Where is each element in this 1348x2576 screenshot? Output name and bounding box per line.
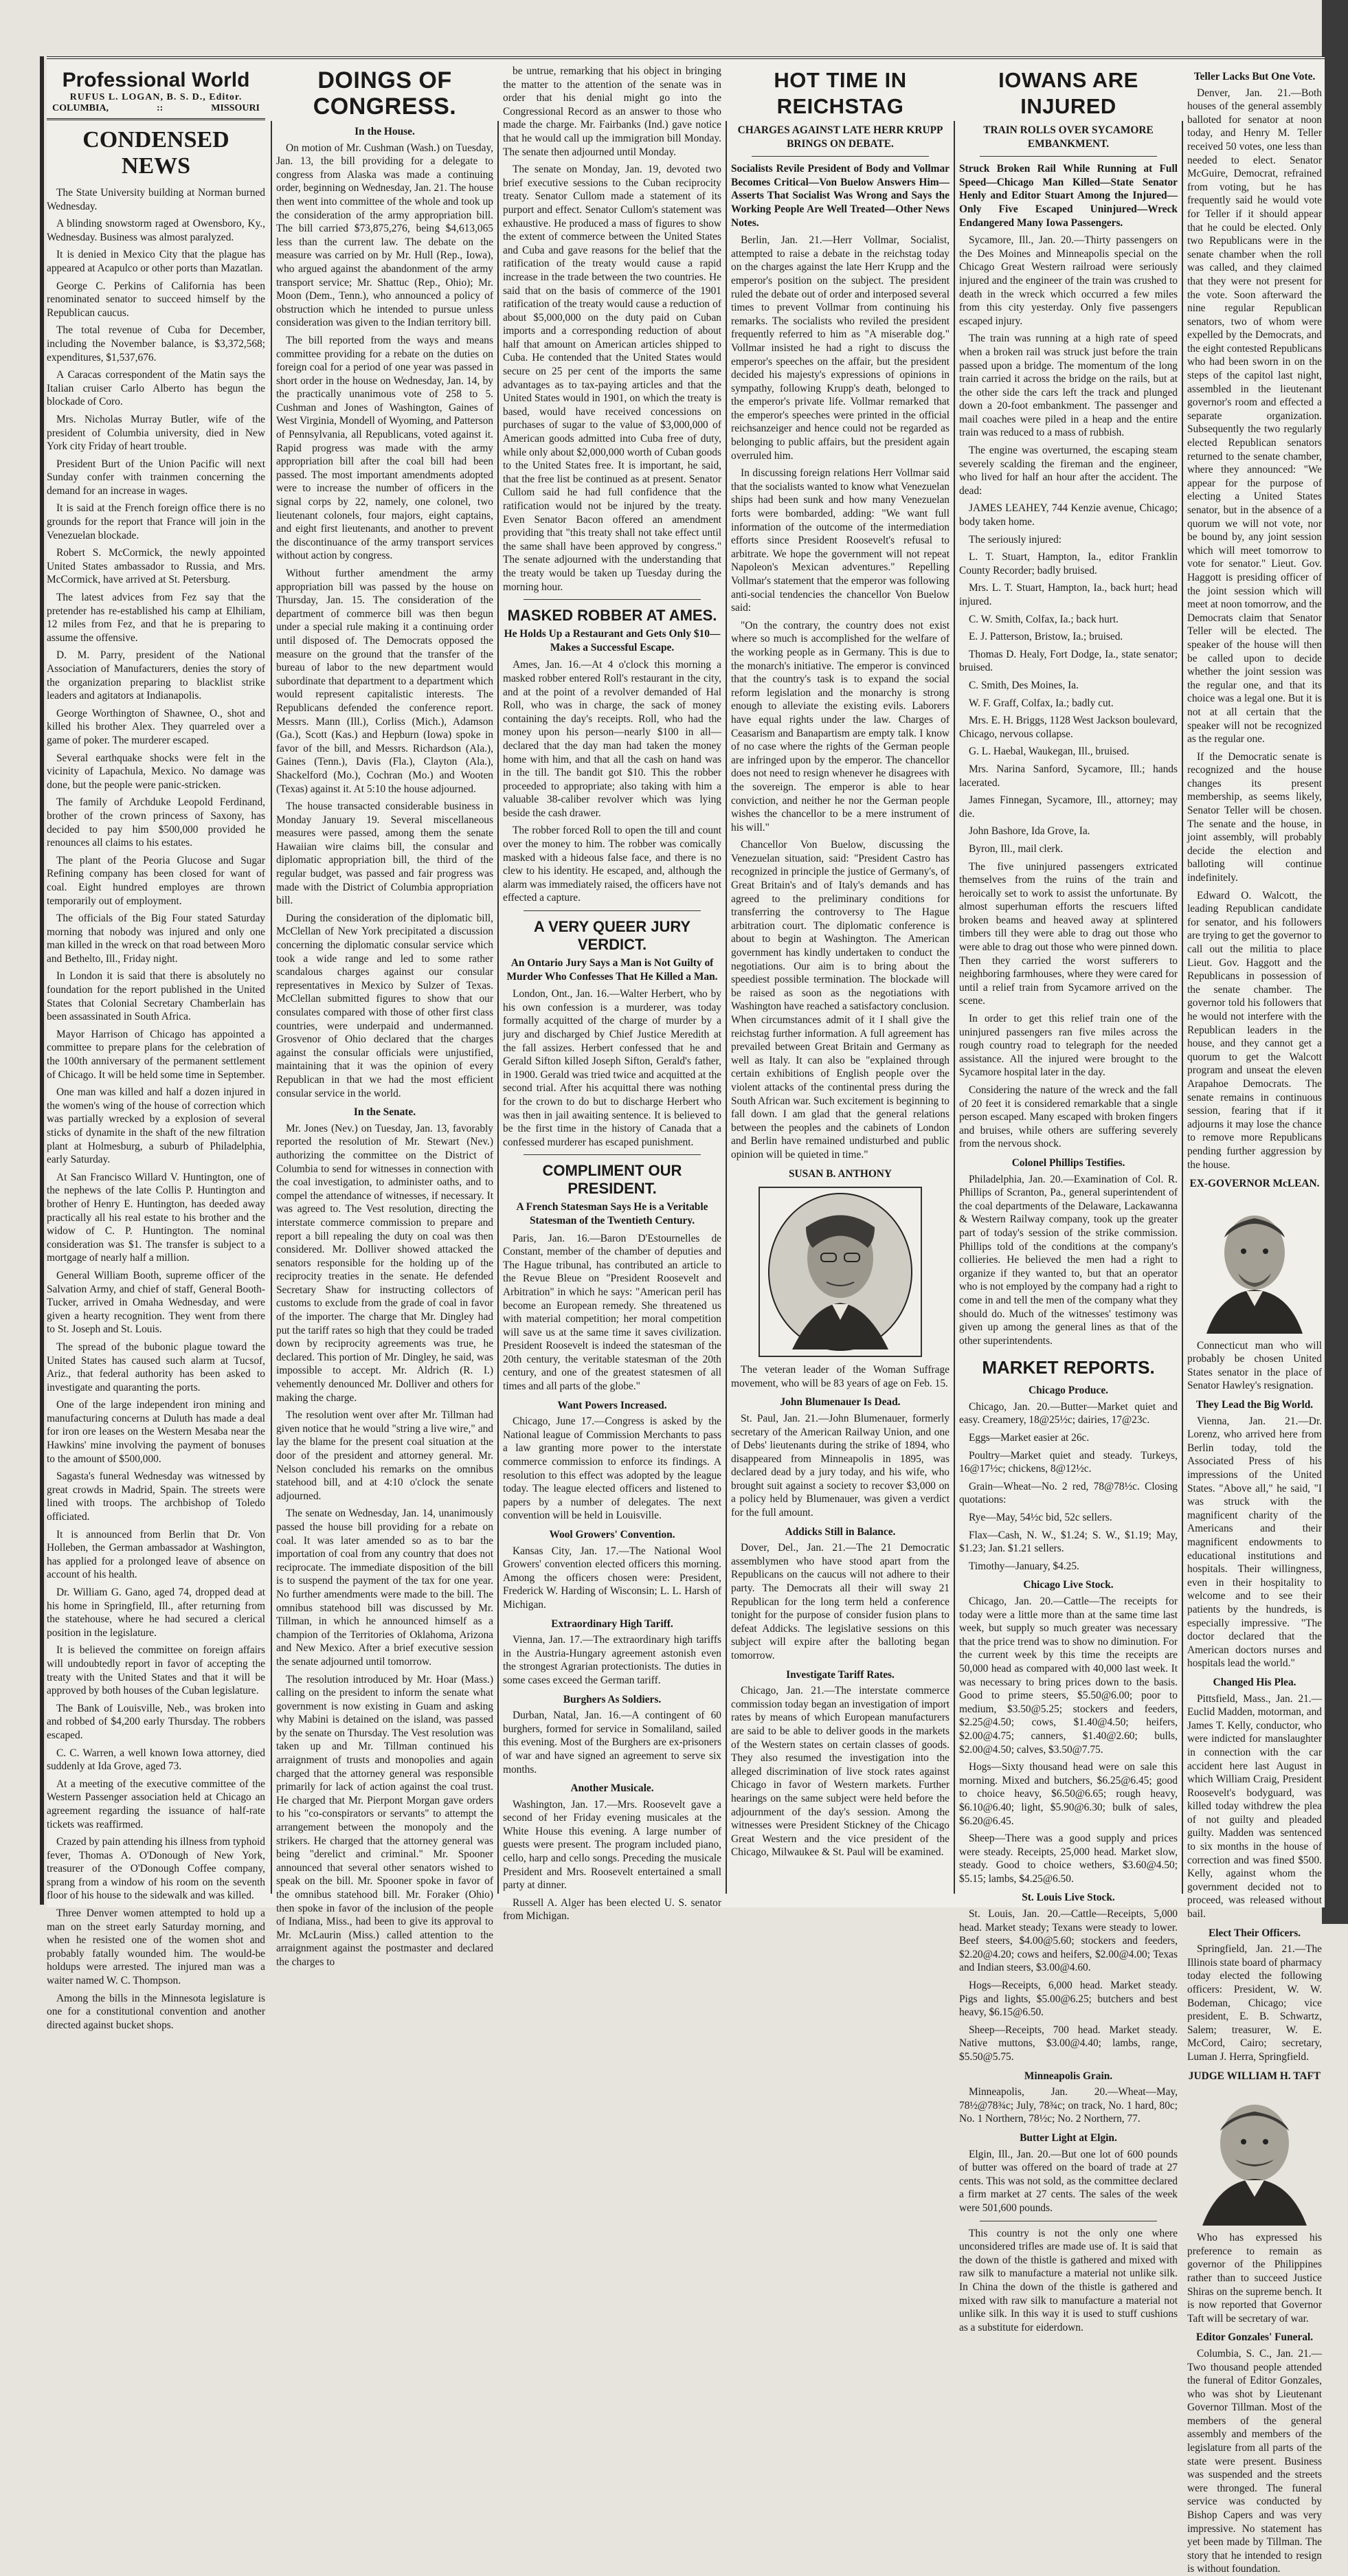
chicago-produce-heading: Chicago Produce. bbox=[1029, 1385, 1108, 1397]
article-paragraph: Mayor Harrison of Chicago has appointed a committee to prepare plans for the celebration of the 100th anniversary of the permanent settlement of Chicago. It will be held some time in September. bbox=[47, 1028, 265, 1081]
article-paragraph: Without further amendment the army appropriation bill was passed by the house on Thursday, Jan. 15. The consideration of the department of commerce bill was then begun under a special rule making it a continuing order until disposed of. The Democrats opposed the measure on the ground that the transfer of the bureau of labor to the new department would subordinate that department to a department which would represent capitalistic interests. The Republicans defended the conference report. Messrs. Mann (Ill.), Corliss (Mich.), Adamson (Ga.), Scott (Kas.) and Hepburn (Iowa) spoke in favor of the bill, and Messrs. Richardson (Ala.), Gaines (Tenn.), Davis (Fla.), Clayton (Ala.), Shackelford (Mo.), Cochran (Mo.) and Wooten (Texas) against it. At 5:10 the house adjourned. bbox=[276, 568, 493, 795]
article-paragraph: Ames, Jan. 16.—At 4 o'clock this morning a masked robber entered Roll's restaurant in the city, and at the point of a revolver demanded of Hal Roll, who was in charge, the sack of money containing the day's receipts. Roll, who had the money upon his person—nearly $100 in all—declared that the day man had taken the money home with him, and that all the cash on hand was in the till. The bandit got $10. This the robber proceeded to appropriate; also taking with him a valuable 38-caliber revolver which was lying beside the cash drawer. bbox=[503, 659, 721, 819]
jury-verdict-subheading: An Ontario Jury Says a Man is Not Guilty of Murder Who Confesses That He Killed a Man. bbox=[506, 957, 718, 983]
big-world-heading: They Lead the Big World. bbox=[1195, 1399, 1314, 1411]
article-paragraph: It is announced from Berlin that Dr. Von Holleben, the German ambassador at Washington, has applied for a prolonged leave of absence on account of his health. bbox=[47, 1528, 265, 1581]
page-border-left bbox=[40, 56, 44, 1905]
senate-subheading: In the Senate. bbox=[353, 1106, 416, 1119]
article-paragraph: The total revenue of Cuba for December, including the November balance, is $3,372,568; expenditures, $1,537,676. bbox=[47, 324, 265, 363]
elect-officers-heading: Elect Their Officers. bbox=[1208, 1927, 1301, 1939]
article-paragraph: In London it is said that there is absolutely no foundation for the report published in the United States that Colonial Secretary Chamberlain has been assassinated in South Africa. bbox=[47, 970, 265, 1023]
article-paragraph: The resolution introduced by Mr. Hoar (Mass.) calling on the president to inform the senate what government is now existing in Guam and asking why Mabini is detained on the island, was passed by the senate on Thursday. The Vest resolution was taken up and Mr. Tillman continued his arraignment of trusts and monopolies and again charged that the attorney general was responsible primarily for lack of action against the coal trust. He charged that Mr. Pierpont Morgan gave orders to his "co-conspirators or servants" to attempt the arrangement between the monopoly and the strikers. He charged that the attorney general was being "derelict and criminal." Mr. Spooner announced that several other senators wished to speak on the bill. Mr. Spooner spoke in favor of the omnibus statehood bill. Mr. Foraker (Ohio) then spoke in favor of the inclusion of the people of Indiana, Miss., had been to give its approval to Mr. McLaurin (Miss.) called attention to the arraignment against the postmaster and declared the charges to bbox=[276, 1673, 493, 1968]
article-paragraph: C. Smith, Des Moines, Ia. bbox=[969, 679, 1079, 691]
house-body bbox=[276, 142, 493, 1101]
article-paragraph: Vienna, Jan. 21.—Dr. Lorenz, who arrived here from Berlin today, told the Associated Press of his impressions of the United States. "Above all," he said, "I was struck with the magnificent charity of the Americans and their magnificent endowments to educational institutions and hospitals. Their willingness, even in their hospitality to welcome and to see their patients by the hundreds, is especially impressive. "The doctor declared that the American doctors nurses and hospitals lead the world." bbox=[1187, 1415, 1322, 1670]
article-paragraph: Philadelphia, Jan. 20.—Examination of Col. R. Phillips of Scranton, Pa., general superintendent of the coal departments of the Delaware, Lackawanna & Western Railway company, took up the greater part of today's session of the strike commission. Phillips told of the conditions at the company's collieries. He believed the men had a right to organize if they wanted to, but that an operator who is not employed by the company had a right to come in and tell the men of the company what they should do. Much of the witnesses' testimony was given up among the general lines as that of the other superintendents. bbox=[959, 1173, 1178, 1347]
article-paragraph: W. F. Graff, Colfax, Ia.; badly cut. bbox=[969, 697, 1114, 709]
article-paragraph: Thomas D. Healy, Fort Dodge, Ia., state senator; bruised. bbox=[959, 648, 1178, 674]
compliment-subheading: A French Statesman Says He is a Veritable Statesman of the Twentieth Century. bbox=[516, 1201, 708, 1227]
burghers-heading: Burghers As Soldiers. bbox=[563, 1693, 662, 1705]
mclean-caption: EX-GOVERNOR McLEAN. bbox=[1189, 1178, 1320, 1190]
article-paragraph: It is denied in Mexico City that the plague has appeared at Acapulco or other ports than Mazatlan. bbox=[47, 249, 265, 274]
article-paragraph: It is said at the French foreign office there is no grounds for the report that France will join in the Venezuelan blockade. bbox=[47, 502, 265, 541]
house-subheading: In the House. bbox=[355, 126, 415, 137]
article-paragraph: Mrs. E. H. Briggs, 1128 West Jackson boulevard, Chicago, nervous collapse. bbox=[959, 715, 1178, 740]
article-paragraph: Dover, Del., Jan. 21.—The 21 Democratic assemblymen who have stood apart from the Republicans on the caucus will not adhere to their party. The Democrats all their will sway 21 Republican for the long term held a conference tonight for the purpose of consider fusion plans to defeat Addicks. The legislative sessions on this subject will expire after the balloting began tomorrow. bbox=[731, 1542, 950, 1661]
jury-verdict-body bbox=[503, 987, 721, 1149]
article-paragraph: Sycamore, Ill., Jan. 20.—Thirty passengers on the Des Moines and Minneapolis special on the Chicago Great Western railroad were seriously injured and the engineer of the train was crushed to death in the wreck which occurred a few miles from this city yesterday. Only five passengers escaped injury. bbox=[959, 234, 1178, 327]
article-paragraph: Chancellor Von Buelow, discussing the Venezuelan situation, said: "President Castro has recognized in principle the justice of Germany's, of Great Britain's and of Italy's demands and has agreed to the preliminary conditions for transferring the controversy to The Hague arbitration court. The diplomatic conference is about to begin at Washington. The American government has kindly undertaken to conduct the negotiations. Our aim is to bring about the speediest possible termination. The blockade will be raised as soon as the negotiations with Washington have reached a satisfactory conclusion. When circumstances admit of it I shall give the reichstag further information. A full agreement has prevailed between Great Britain and Germany as well as Italy. It can also be "explained through certain exhibitions of English people over the violent attacks of the continental press during the South African war. Such excitement is beginning to fall down. I am glad that the general relations between the peoples and the cabinets of London and Berlin have remained undisturbed and public opinion will be quieted in time." bbox=[731, 839, 950, 1161]
article-paragraph: Among the bills in the Minnesota legislature is one for a constitutional convention and another directed against bucket shops. bbox=[47, 1992, 265, 2031]
reichstag-heading: HOT TIME IN REICHSTAG bbox=[774, 68, 907, 118]
taft-caption: JUDGE WILLIAM H. TAFT bbox=[1188, 2070, 1321, 2082]
susan-b-anthony-portrait bbox=[758, 1186, 923, 1358]
stlouis-livestock-body bbox=[959, 1907, 1178, 2064]
article-paragraph: Mrs. Nicholas Murray Butler, wife of the president of Columbia university, died in New York city Friday of heart trouble. bbox=[47, 413, 265, 453]
elect-officers-body bbox=[1187, 1942, 1322, 2063]
scan-edge bbox=[1322, 0, 1348, 1924]
article-paragraph: In discussing foreign relations Herr Vollmar said that the socialists wanted to know what Venezuelan ships had been sunk and how many Venezuelan forts were bombarded, adding: "We want full information of the outcome of the intermediation efforts since President Roosevelt's refusal to arbitrate. We hope the government will not repeat Napoleon's Mexican adventures." Repelling Vollmar's statement that the emperor was following anti-social tendencies the chancellor Von Buelow said: bbox=[731, 467, 950, 614]
column-rule bbox=[271, 121, 272, 1894]
article-paragraph: Springfield, Jan. 21.—The Illinois state board of pharmacy today elected the following officers: President, W. W. Bodeman, Chicago; vice president, E. B. Schwartz, Salem; treasurer, W. E. McCord, Cairo; secretary, Luman J. Herra, Springfield. bbox=[1187, 1943, 1322, 2063]
senate-continued bbox=[503, 65, 721, 594]
want-powers-body bbox=[503, 1415, 721, 1523]
reichstag-body bbox=[731, 234, 950, 1161]
blumenauer-body bbox=[731, 1412, 950, 1520]
anthony-caption: SUSAN B. ANTHONY bbox=[788, 1167, 892, 1180]
article-paragraph: G. L. Haebal, Waukegan, Ill., bruised. bbox=[969, 746, 1130, 758]
congress-heading: DOINGS OF CONGRESS. bbox=[313, 67, 457, 120]
article-paragraph: D. M. Parry, president of the National Association of Manufacturers, denies the story of the organization preparing to blacklist strike leaders and agitators at Indianapolis. bbox=[47, 649, 265, 702]
article-paragraph: Edward O. Walcott, the leading Republican candidate for senator, and his followers are trying to get the governor to call out the militia to place Lieut. Gov. Haggott and the Republicans in possession of the senate chamber. The governor told his followers that he would not interfere with the Republican leaders in the house, and they cannot get a quorum to get the Walcott program and unseat the eleven Arapahoe Democrats. The senate remains in continuous session, fearing that if it adjourns it may lose the chance to remove more Republicans pending further aggression by the house. bbox=[1187, 889, 1322, 1171]
article-paragraph: Sheep—There was a good supply and prices were steady. Receipts, 25,000 head. Market slow, steady. Good to choice wethers, $3.60@4.50; $5.15; lambs, $4.25@6.50. bbox=[959, 1833, 1178, 1885]
column-rule bbox=[726, 121, 727, 1894]
masked-robber-body bbox=[503, 658, 721, 905]
phillips-heading: Colonel Phillips Testifies. bbox=[1011, 1156, 1125, 1169]
minneapolis-grain-body bbox=[959, 2085, 1178, 2126]
article-paragraph: Hogs—Sixty thousand head were on sale this morning. Mixed and butchers, $6.25@6.45; good to choice heavy, $6.50@6.65; rough heavy, $6.10@6.40; light, $5.90@6.30; bulk of sales, $6.20@6.45. bbox=[959, 1761, 1178, 1827]
newspaper-page bbox=[47, 56, 1325, 2575]
divider bbox=[524, 1154, 701, 1155]
article-paragraph: The engine was overturned, the escaping steam severely scalding the fireman and the engineer, who lived for half an hour after the accident. The dead: bbox=[959, 445, 1178, 497]
addicks-body bbox=[731, 1541, 950, 1662]
article-paragraph: Minneapolis, Jan. 20.—Wheat—May, 78½@78¾c; July, 78¾c; on track, No. 1 hard, 80c; No. 1 Northern, 78½c; No. 2 Northern, 77. bbox=[959, 2086, 1178, 2125]
compliment-heading: COMPLIMENT OUR PRESIDENT. bbox=[542, 1162, 682, 1198]
masthead-city: COLUMBIA, bbox=[52, 103, 109, 113]
article-paragraph: Chicago, Jan. 20.—Butter—Market quiet and easy. Creamery, 18@25½c; dairies, 17@23c. bbox=[959, 1400, 1178, 1426]
article-paragraph: Chicago, Jan. 21.—The interstate commerce commission today began an investigation of import rates by means of which European manufacturers are said to be able to deliver goods in the markets of the Western states on certain classes of goods. They also resumed the investigation into the alleged discrimination of live stock rates against Chicago in favor of Western markets. Further hearings on the same subject were held before the adjournment of the day's session. Among the witnesses were President Stickney of the Chicago Great Western and the vice president of the Chicago, Milwaukee & St. Paul will be examined. bbox=[731, 1685, 950, 1859]
masthead-separator: :: bbox=[156, 103, 164, 113]
addicks-heading: Addicks Still in Balance. bbox=[785, 1525, 896, 1538]
reichstag-subheading: CHARGES AGAINST LATE HERR KRUPP BRINGS ON DEBATE. bbox=[737, 124, 943, 150]
column-6 bbox=[1187, 65, 1322, 2575]
minneapolis-grain-heading: Minneapolis Grain. bbox=[1024, 2070, 1113, 2082]
article-paragraph: C. C. Warren, a well known Iowa attorney, died suddenly at Ida Grove, aged 73. bbox=[47, 1747, 265, 1773]
article-paragraph: The resolution went over after Mr. Tillman had given notice that he would "string a live wire," and lay the blame for the present coal situation at the door of the president and attorney general. Mr. Nelson concluded his remarks on the omnibus statehood bill, and at 4:10 o'clock the senate adjourned. bbox=[276, 1409, 493, 1502]
article-paragraph: The seriously injured: bbox=[969, 533, 1062, 546]
article-paragraph: Byron, Ill., mail clerk. bbox=[969, 842, 1064, 855]
article-paragraph: JAMES LEAHEY, 744 Kenzie avenue, Chicago; body taken home. bbox=[959, 502, 1178, 528]
article-paragraph: The train was running at a high rate of speed when a broken rail was struck just before the train passed upon a bridge. The momentum of the long train carried it across the bridge on the rails, but at the other side the cars left the track and plunged down a 20-foot embankment. The passenger and mail coaches were piled in a heap and the entire train was reduced to a mass of rubbish. bbox=[959, 333, 1178, 439]
high-tariff-body bbox=[503, 1633, 721, 1687]
elgin-butter-heading: Butter Light at Elgin. bbox=[1020, 2131, 1117, 2144]
high-tariff-heading: Extraordinary High Tariff. bbox=[551, 1617, 673, 1630]
article-paragraph: E. J. Patterson, Bristow, Ia.; bruised. bbox=[969, 631, 1123, 643]
column-2 bbox=[276, 65, 493, 1968]
big-world-body bbox=[1187, 1415, 1322, 1670]
elgin-butter-body bbox=[959, 2148, 1178, 2215]
thistle-note bbox=[959, 2227, 1178, 2335]
article-paragraph: Vienna, Jan. 17.—The extraordinary high tariffs in the Austria-Hungary agreement astonish even the strongest Agrarian protectionists. The duties in some cases exceed the German tariff. bbox=[503, 1634, 721, 1686]
column-rule bbox=[1182, 121, 1183, 1894]
article-paragraph: Several earthquake shocks were felt in the vicinity of Lapachula, Mexico. No damage was done, but the people were panic-stricken. bbox=[47, 752, 265, 791]
article-paragraph: Eggs—Market easier at 26c. bbox=[969, 1432, 1090, 1444]
article-paragraph: Poultry—Market quiet and steady. Turkeys, 16@17½c; chickens, 8@12½c. bbox=[959, 1449, 1178, 1475]
article-paragraph: The plant of the Peoria Glucose and Sugar Refining company has been closed for want of coal. Eight hundred employes are thrown temporarily out of employment. bbox=[47, 854, 265, 907]
article-paragraph: Sagasta's funeral Wednesday was witnessed by great crowds in Madrid, Spain. The streets were lined with troops. The archbishop of Toledo officiated. bbox=[47, 1470, 265, 1523]
chicago-produce-body bbox=[959, 1400, 1178, 1573]
musicale-body bbox=[503, 1798, 721, 1892]
compliment-body bbox=[503, 1232, 721, 1393]
article-paragraph: Rye—May, 54½c bid, 52c sellers. bbox=[969, 1512, 1112, 1524]
iowans-body bbox=[959, 234, 1178, 1151]
tariff-rates-heading: Investigate Tariff Rates. bbox=[786, 1668, 895, 1681]
article-paragraph: On motion of Mr. Cushman (Wash.) on Tuesday, Jan. 13, the bill providing for a delegate to congress from Alaska was made a continuing order, beginning on Wednesday, Jan. 21. The house then went into committee of the whole and took up the consideration of the army appropriation bill. The bill carried $73,875,276, being $4,613,065 less than the current law. The debate on the measure was carried on by Mr. Hull (Rep., Iowa), who argued against the abandonment of the army transport service; Mr. Shattuc (Rep., Ohio); Mr. Moon (Dem., Tenn.), who announced a policy of obstruction which he intended to pursue unless consideration was given to the Indian territory bill. bbox=[276, 142, 493, 329]
article-paragraph: The spread of the bubonic plague toward the United States has caused such alarm at Tucsof, Ariz., that federal authority has been asked to investigate and quaranting the ports. bbox=[47, 1341, 265, 1393]
iowans-deck: Struck Broken Rail While Running at Full Speed—Chicago Man Killed—State Senator Henly and Editor Stuart Among the Injured—Only Five Escaped Uninjured—Wreck Endangered Many Iowa Passengers. bbox=[959, 163, 1178, 229]
article-paragraph: At a meeting of the executive committee of the Western Passenger association held at Chicago an agreement regarding the issuance of half-rate tickets was reaffirmed. bbox=[47, 1778, 265, 1830]
article-paragraph: A blinding snowstorm raged at Owensboro, Ky., Wednesday. Business was almost paralyzed. bbox=[47, 218, 265, 243]
senate-body bbox=[276, 1122, 493, 1969]
phillips-body bbox=[959, 1173, 1178, 1348]
column-4 bbox=[731, 65, 950, 1894]
article-paragraph: Considering the nature of the wreck and the fall of 20 feet it is considered remarkable that a single person escaped. Many escaped with broken fingers and bruises, while others are suffering severely from the nervous shock. bbox=[959, 1084, 1178, 1150]
article-paragraph: Timothy—January, $4.25. bbox=[969, 1560, 1079, 1572]
article-paragraph: Hogs—Receipts, 6,000 head. Market steady. Pigs and lights, $5.00@6.25; butchers and best heavy, $6.15@6.50. bbox=[959, 1980, 1178, 2019]
article-paragraph: The latest advices from Fez say that the pretender has re-established his camp at Elhiliam, 12 miles from Fez, and that he is preparing to assume the offensive. bbox=[47, 592, 265, 644]
masthead-title: Professional World bbox=[62, 69, 250, 91]
article-paragraph: If the Democratic senate is recognized and the house changes its present membership, as seems likely, Senator Teller will be chosen. The senate and the house, in joint assembly, will probably decide the election and balloting will continue indefinitely. bbox=[1187, 750, 1322, 884]
article-paragraph: Chicago, June 17.—Congress is asked by the National league of Commission Merchants to pass a law granting more power to the interstate commerce commission to enforce its findings. A resolution to this effect was adopted by the league today. The league elected officers and listened to papers by a number of delegates. The next convention will be held in Louisville. bbox=[503, 1415, 721, 1522]
stlouis-livestock-heading: St. Louis Live Stock. bbox=[1022, 1892, 1115, 1904]
ex-governor-mclean-portrait bbox=[1193, 1196, 1316, 1334]
article-paragraph: A Caracas correspondent of the Matin says the Italian cruiser Carlo Alberto has begun the blockade of Coro. bbox=[47, 369, 265, 408]
article-paragraph: The senate on Monday, Jan. 19, devoted two brief executive sessions to the Cuban reciprocity treaty. Senator Cullom made a statement of its purport and effect. Senator Cullom's statement was exhaustive. He produced a mass of figures to show the extent of commerce between the United States and Cuba and gave reasons for the belief that the ratification of the treaty would cause a rapid increase in the trade between the two countries. He said that on the basis of commerce of the 1901 ratification of the treaty would cause a reduction of about $5,000,000 on the duty paid on Cuban imports and a corresponding reduction of about half that amount on American articles shipped to Cuba. He contended that the United States would secure on 25 per cent of the imports the same advantages as to tax-paying articles and that the United States would in 1901, on which the treaty is based, would have received concessions on purchases of sugar to the value of $3,000,000 of American goods admitted into Cuba free of duty, while only about $2,000,000 worth of Cuban goods to the United States free. It is important, he said, that the free list be continued as at present. Senator Cullom said he had full confidence that the ratification would not be injured by the treaty. Even Senator Bacon offered an amendment providing that "this treaty shall not take effect until the same shall have been approved by congress." The senate adjourned with the understanding that the treaty would be taken up Tuesday during the morning hour. bbox=[503, 164, 721, 593]
article-paragraph: Mrs. Narina Sanford, Sycamore, Ill.; hands lacerated. bbox=[959, 763, 1178, 789]
jury-verdict-heading: A VERY QUEER JURY VERDICT. bbox=[533, 918, 691, 954]
article-paragraph: Three Denver women attempted to hold up a man on the street early Saturday morning, and when he resisted one of the women shot and probably fatally wounded him. The would-be holdups were arrested. The injured man was a waiter named W. C. Thompson. bbox=[47, 1907, 265, 1987]
article-paragraph: London, Ont., Jan. 16.—Walter Herbert, who by his own confession is a murderer, was today formally acquitted of the charge of murder by a jury and discharged by Chief Justice Meredith at the fall assizes. Herbert confessed that he and Gerald Sifton killed Joseph Sifton, Gerald's father, in 1900. Gerald was tried twice and acquitted at the second trial. After his acquittal there was nothing for the crown to do but to discharge Herbert who was then in jail awaiting sentence. It is believed to be the first time in the history of Canada that a confessed murderer has escaped punishment. bbox=[503, 988, 721, 1148]
article-paragraph: The Bank of Louisville, Neb., was broken into and robbed of $4,200 early Thursday. The robbers escaped. bbox=[47, 1702, 265, 1741]
article-paragraph: During the consideration of the diplomatic bill, McClellan of New York precipitated a discussion concerning the diplomatic consular service which took a wide range and led to some rather scandalous charges against our consular representatives in Mexico by Sulzer of Texas. McClellan submitted figures to show that our consulates compared with those of other first class countries, were underpaid and undermanned. Grosvenor of Ohio declared that the charges against the consular officials were unjustified, maintaining that it was the opinion of every Republican in that we had the most efficient consular service in the world. bbox=[276, 912, 493, 1099]
article-paragraph: John Bashore, Ida Grove, Ia. bbox=[969, 825, 1090, 838]
teller-body bbox=[1187, 87, 1322, 1172]
article-paragraph: C. W. Smith, Colfax, Ia.; back hurt. bbox=[969, 613, 1119, 625]
article-paragraph: The five uninjured passengers extricated themselves from the ruins of the train and heroically set to work to assist the unfortunate. By almost superhuman efforts the rescuers lifted broken beams and heaved away at splintered timbers till they were able to drag out those who were able to drag out those who were pinned down. Then they carried the worst sufferers to neighboring farmhouses, where they were cared for until a relief train from Sycamore arrived on the scene. bbox=[959, 860, 1178, 1007]
masthead-location bbox=[47, 103, 265, 120]
chicago-livestock-body bbox=[959, 1595, 1178, 1885]
divider bbox=[524, 599, 701, 600]
article-paragraph: At San Francisco Willard V. Huntington, one of the nephews of the late Collis P. Huntington and brother of Henry E. Huntington, has deeded away practically all his real estate to his brother and the widow of C. P. Huntington. The nominal consideration was $1. The transfer is subject to a mortgage of nearly half a million. bbox=[47, 1171, 265, 1264]
changed-plea-heading: Changed His Plea. bbox=[1213, 1676, 1296, 1688]
column-rule bbox=[954, 121, 955, 1894]
article-paragraph: George Worthington of Shawnee, O., shot and killed his brother Alex. They quarreled over a game of poker. The murderer escaped. bbox=[47, 707, 265, 746]
masked-robber-heading: MASKED ROBBER AT AMES. bbox=[507, 607, 717, 625]
article-paragraph: Chicago, Jan. 20.—Cattle—The receipts for today were a little more than at the same time last week, but supply so much greater was necessary that the price trend was to show no diminution. For the current week by this time the receipts are 50,000 head as compared with 40,000 last week. It was necessary to bring prices down to the basis. Good to prime steers, $5.50@6.00; poor to medium, $3.50@5.25; stockers and feeders, $2.25@4.50; cows, $1.40@4.50; heifers, $2.00@4.75; canners, $1.40@2.60; bulls, $2.00@4.50; calves, $3.50@7.75. bbox=[959, 1595, 1178, 1756]
burghers-body bbox=[503, 1709, 721, 1776]
article-paragraph: Mrs. L. T. Stuart, Hampton, Ia., back hurt; head injured. bbox=[959, 582, 1178, 607]
article-paragraph: President Burt of the Union Pacific will next Sunday confer with trainmen concerning the demand for an increase in wages. bbox=[47, 458, 265, 497]
wool-growers-body bbox=[503, 1545, 721, 1612]
article-paragraph: One of the large independent iron mining and manufacturing concerns at Duluth has made a deal for iron ore leases on the Western Mesaba near the Hawkins' mine involving the payment of bonuses to the amount of $500,000. bbox=[47, 1399, 265, 1465]
article-paragraph: The family of Archduke Leopold Ferdinand, brother of the crown princess of Saxony, has decided to pay him $500,000 provided he renounces all claims to his estates. bbox=[47, 796, 265, 849]
teller-heading: Teller Lacks But One Vote. bbox=[1193, 71, 1316, 82]
article-paragraph: This country is not the only one where unconsidered trifles are made use of. It is said that the down of the thistle is gathered and mixed with raw silk to manufacture a material not unlike silk. In China the down of the thistle is gathered and mixed with raw silk to manufacture a material not unlike silk. In this way it is used to stuff cushions as a substitute for eiderdown. bbox=[959, 2227, 1178, 2333]
condensed-news-body bbox=[47, 186, 265, 2032]
article-paragraph: Flax—Cash, N. W., $1.24; S. W., $1.19; May, $1.23; Jan. $1.21 sellers. bbox=[959, 1529, 1178, 1555]
article-paragraph: General William Booth, supreme officer of the Salvation Army, and chief of staff, General Booth-Tucker, arrived in Omaha Wednesday, and were given a hearty recognition. They went from there to St. Joseph and St. Louis. bbox=[47, 1269, 265, 1336]
masthead-state: MISSOURI bbox=[211, 103, 260, 113]
anthony-description: The veteran leader of the Woman Suffrage movement, who will be 83 years of age on Feb. 15. bbox=[731, 1364, 950, 1389]
article-paragraph: Robert S. McCormick, the newly appointed United States ambassador to Russia, and Mrs. McCormick, have arrived at St. Petersburg. bbox=[47, 547, 265, 586]
article-paragraph: The bill reported from the ways and means committee providing for a rebate on the duties on foreign coal for a period of one year was passed in short order in the house on Wednesday, Jan. 14, by the practically unanimous vote of 258 to 5. Cushman and Jones of Washington, Gaines of West Virginia, Mondell of Wyoming, and Patterson of Pennsylvania, all Republicans, voted against it. Rapid progress was made with the army appropriation bill after the coal bill had been passed. The most important amendments adopted were to increase the number of officers in the signal corps by 22, namely, one colonel, two lieutenant colonels, four majors, eight captains, and eight first lieutenants, and another to prevent the discontinuance of the army transport services without action by congress. bbox=[276, 334, 493, 562]
blumenauer-heading: John Blumenauer Is Dead. bbox=[780, 1396, 901, 1409]
article-paragraph: Dr. William G. Gano, aged 74, dropped dead at his home in Springfield, Ill., after returning from the statehouse, where he had secured a clerical position in the legislature. bbox=[47, 1587, 265, 1639]
article-paragraph: In order to get this relief train one of the uninjured passengers ran five miles across the rough country road to telegraph for the needed assistance. All the injured were brought to the Sycamore hospital later in the day. bbox=[959, 1013, 1178, 1079]
alger-note: Russell A. Alger has been elected U. S. senator from Michigan. bbox=[503, 1896, 721, 1923]
taft-description: Who has expressed his preference to remain as governor of the Philippines rather than to succeed Justice Shiras on the supreme bench. It is now reported that Governor Taft will be secretary of war. bbox=[1187, 2232, 1322, 2325]
reichstag-deck: Socialists Revile President of Body and Vollmar Becomes Critical—Von Buelow Answers Him—Asserts That Socialist Was Wrong and Says the Working People Are Well Treated—Other News Notes. bbox=[731, 163, 950, 229]
masked-robber-subheading: He Holds Up a Restaurant and Gets Only $10—Makes a Successful Escape. bbox=[504, 628, 721, 653]
article-paragraph: Columbia, S. C., Jan. 21.—Two thousand people attended the funeral of Editor Gonzales, who was shot by Lieutenant Governor Tillman. Most of the members of the general assembly and members of the legislature from all parts of the state were present. Business was suspended and the streets were thronged. The funeral service was conducted by Bishop Capers and was very impressive. No statement has yet been made by Tillman. The story that he intended to resign is without foundation. bbox=[1187, 2347, 1322, 2575]
article-paragraph: The State University building at Norman burned Wednesday. bbox=[47, 187, 265, 212]
article-paragraph: Washington, Jan. 17.—Mrs. Roosevelt gave a second of her Friday evening musicales at the White House this evening. A large number of guests were present. The program included piano, cello, harp and cello songs. Preceding the musicale President and Mrs. Roosevelt entertained a small party at dinner. bbox=[503, 1798, 721, 1892]
want-powers-heading: Want Powers Increased. bbox=[557, 1399, 667, 1411]
article-paragraph: It is believed the committee on foreign affairs will undoubtedly report in favor of accepting the treaty with the United States and that it will be approved by both houses of the Cuban legislature. bbox=[47, 1644, 265, 1697]
tariff-rates-body bbox=[731, 1684, 950, 1859]
article-paragraph: The senate on Wednesday, Jan. 14, unanimously passed the house bill providing for a rebate on coal. It was later amended so as to bar the importation of coal from any country that does not reciprocate. The immediate disposition of the bill is to suspend the payment of the tax for one year. No further amendments were made to the bill. The omnibus statehood bill was discussed by Mr. Tillman, in which he announced himself as a champion of the Territories of Oklahoma, Arizona and New Mexico. After a brief executive session the senate adjourned until tomorrow. bbox=[276, 1508, 493, 1668]
article-paragraph: Paris, Jan. 16.—Baron D'Estournelles de Constant, member of the chamber of deputies and The Hague tribunal, has contributed an article to the Revue Bleue on "President Roosevelt and Arbitration" in which he says: "American peril has become an European remedy. She threatened us with material competition; her moral competition will save us at the same time it saves civilization. President Roosevelt is indeed the statesman of the 20th century, the veritable statesman of the 20th century, and one of the greatest statesmen of all times and all parts of the globe." bbox=[503, 1232, 721, 1393]
article-paragraph: The house transacted considerable business in Monday January 19. Several miscellaneous measures were passed, among them the senate Hawaiian wire claims bill, the consular and diplomatic appropriation bill, the third of the regular budget, was passed and fair progress was made with the District of Columbia appropriation bill. bbox=[276, 800, 493, 907]
article-paragraph: "On the contrary, the country does not exist where so much is accomplished for the welfare of the working people as in Germany. This is due to the monarch's initiative. The emperor is convinced that the country's task is to expand the social reform legislation and the monarchy is strong enough to alleviate the existing evils. Laborers have equal rights under the law. Charges of Ceasarism and Banapartism are empty talk. I know of no case where the rights of the German people are infringed upon by the emperor. The chancellor does not need to resign whenever he disagrees with the sovereign. The emperor is able to hear conviction, and neither he nor the German people wishes the chancellor to be a mere instrument of his will." bbox=[731, 619, 950, 833]
article-paragraph: The robber forced Roll to open the till and count over the money to him. The robber was comically masked with a hideous false face, and there is no clew to his identity. He escaped, and, although the alarm was immediately raised, the officers have not effected a capture. bbox=[503, 825, 721, 904]
changed-plea-body bbox=[1187, 1692, 1322, 1921]
market-reports-heading: MARKET REPORTS. bbox=[982, 1357, 1155, 1378]
mclean-description: Connecticut man who will probably be chosen United States senator in the place of Senator Hawley's resignation. bbox=[1187, 1339, 1322, 1392]
article-paragraph: Grain—Wheat—No. 2 red, 78@78½c. Closing quotations: bbox=[959, 1480, 1178, 1506]
article-paragraph: Pittsfield, Mass., Jan. 21.—Euclid Madden, motorman, and James T. Kelly, conductor, who were indicted for manslaughter in connection with the car accident here last August in which William Craig, President Roosevelt's bodyguard, was killed today withdrew the plea of not guilty and pleaded guilty. Madden was sentenced to six months in the house of correction and was fined $500. Kelly, against whom the government decided not to proceed, was released without bail. bbox=[1187, 1692, 1322, 1920]
judge-taft-portrait bbox=[1193, 2088, 1316, 2226]
article-paragraph: The officials of the Big Four stated Saturday morning that nobody was injured and only one man killed in the wreck on that road between Moro and Bethelto, Ill., Friday night. bbox=[47, 912, 265, 965]
musicale-heading: Another Musicale. bbox=[570, 1782, 654, 1795]
column-3 bbox=[503, 65, 721, 1923]
chicago-livestock-heading: Chicago Live Stock. bbox=[1023, 1579, 1114, 1591]
divider bbox=[980, 156, 1157, 157]
article-paragraph: Elgin, Ill., Jan. 20.—But one lot of 600 pounds of butter was offered on the board of trade at 27 cents. This was not sold, as the committee declared a firm market at 27 cents. The sales of the week were 501,600 pounds. bbox=[959, 2148, 1178, 2214]
iowans-heading: IOWANS ARE INJURED bbox=[998, 68, 1138, 118]
article-paragraph: St. Paul, Jan. 21.—John Blumenauer, formerly secretary of the American Railway Union, and one of Debs' lieutenants during the strike of 1894, who disappeared from Minneapolis in 1895, was declared dead by a jury today, and his wife, who brought suit against a society to recover $3,000 on a policy held by Blumenauer, was given a verdict for the full amount. bbox=[731, 1412, 950, 1519]
column-rule bbox=[497, 121, 499, 1894]
article-paragraph: Mr. Jones (Nev.) on Tuesday, Jan. 13, favorably reported the resolution of Mr. Stewart (Nev.) authorizing the committee on the District of Columbia to send for witnesses in connection with the coal investigation, to administer oaths, and to compel the attendance of witnesses, if necessary. It was agreed to. The Vest resolution, directing the interstate commerce commission to prepare and report a bill repealing the duty on coal was then considered. Mr. Dolliver showed attacked the senators responsible for the holding up of the reciprocity treaties in the senate. He defended Secretary Shaw for instructing collectors of customs to exclude from the grade of coal in favor of the importer. The charge that Mr. Dingley had put the tariff rates so high that they could be traded down by reciprocity agreements was true, he declared. This portion of Mr. Dingley, he said, was impossible to accept. Mr. Aldrich (R. I.) vehemently denounced Mr. Dolliver and others for making the charge. bbox=[276, 1122, 493, 1404]
article-paragraph: George C. Perkins of California has been renominated senator to succeed himself by the Republican caucus. bbox=[47, 280, 265, 319]
column-5 bbox=[959, 65, 1178, 2333]
article-paragraph: One man was killed and half a dozen injured in the women's wing of the house of correction which was partially wrecked by a explosion of several sticks of dynamite in the shaft of the new filtration plant at Holmesburg, a suburb of Philadelphia, early Saturday. bbox=[47, 1086, 265, 1166]
gonzales-body bbox=[1187, 2347, 1322, 2576]
article-paragraph: be untrue, remarking that his object in bringing the matter to the attention of the senate was in order that his denial might go into the Congressional Record as an answer to those who made the charge. Mr. Fairbanks (Ind.) gave notice that he would call up the immigration bill Monday. The senate then adjourned until Monday. bbox=[503, 65, 721, 158]
wool-growers-heading: Wool Growers' Convention. bbox=[549, 1529, 675, 1541]
iowans-subheading: TRAIN ROLLS OVER SYCAMORE EMBANKMENT. bbox=[983, 124, 1154, 150]
column-1 bbox=[47, 65, 265, 2031]
gonzales-heading: Editor Gonzales' Funeral. bbox=[1195, 2331, 1314, 2344]
masthead-editor: RUFUS L. LOGAN, B. S. D., Editor. bbox=[69, 92, 243, 102]
condensed-news-heading: CONDENSED NEWS bbox=[82, 127, 229, 179]
article-paragraph: Kansas City, Jan. 17.—The National Wool Growers' convention elected officers this morning. Among the officers chosen were: President, Frederick W. Harding of Wisconsin; L. L. Harsh of Michigan. bbox=[503, 1545, 721, 1611]
article-paragraph: James Finnegan, Sycamore, Ill., attorney; may die. bbox=[959, 794, 1178, 820]
article-paragraph: L. T. Stuart, Hampton, Ia., editor Franklin County Recorder; badly bruised. bbox=[959, 551, 1178, 576]
article-paragraph: St. Louis, Jan. 20.—Cattle—Receipts, 5,000 head. Market steady; Texans were steady to lower. Beef steers, $4.00@5.60; stockers and feeders, $2.20@4.20; cows and heifers, $2.00@4.00; Texas and Indian steers, $3.00@4.60. bbox=[959, 1908, 1178, 1974]
article-paragraph: Crazed by pain attending his illness from typhoid fever, Thomas A. O'Donough of New York, treasurer of the O'Donough Coffee company, sprang from a window of his room on the seventh floor of his house to the sidewalk and was killed. bbox=[47, 1836, 265, 1902]
article-paragraph: Sheep—Receipts, 700 head. Market steady. Native muttons, $3.00@4.40; lambs, range, $5.50@5.75. bbox=[959, 2024, 1178, 2063]
article-paragraph: Berlin, Jan. 21.—Herr Vollmar, Socialist, attempted to raise a debate in the reichstag today on the charges against the late Herr Krupp and the emperor's position on the subject. The president ruled the debate out of order and interposed several times to prevent Vollmar from continuing his remarks. The socialists who reviled the president frequently referred to him as "A miserable dog." Vollmar insisted he had a right to discuss the emperor's speeches on the affair, but the president decided his majesty's expressions of opinions in sympathy, following Krupp's death, belonged to the emperor's private life. Vollmar remarked that the emperor's speeches were printed in the official reichsanzeiger and hence could not be regarded as belonging to public affairs, but the president again overruled him. bbox=[731, 234, 950, 462]
article-paragraph: Durban, Natal, Jan. 16.—A contingent of 60 burghers, formed for service in Somaliland, sailed this evening. Most of the Burghers are ex-prisoners of war and have signed an agreement to serve six months. bbox=[503, 1710, 721, 1776]
divider bbox=[524, 910, 701, 911]
divider bbox=[752, 156, 929, 157]
article-paragraph: Denver, Jan. 21.—Both houses of the general assembly balloted for senator at noon today, and Henry M. Teller received 50 votes, one less than needed to elect. Senator McGuire, Democrat, refrained from voting, but he has frequently said he would vote for Teller if it should appear that he could be elected. Only two Republicans were in the senate chamber when the roll was called, and they claimed that they were not present for the vote. Soon afterward the nine regular Republican senators, two of whom were expelled by the Democrats, and the eight contested Republicans who had been sworn in on the steps of the capitol last night, assembled in the lieutenant governor's room and effected a separate organization. Subsequently the two regularly elected Republican senators returned to the senate chamber, where they announced: "We appear for the purpose of electing a United States senator, but in the absence of a quorum we will not vote, nor be bound by, any joint session which will meet tomorrow to vote for senator." Lieut. Gov. Haggott is presiding officer of the joint session which will meet at noon tomorrow, and the Democrats claim that Senator Teller will be elected. The speaker of the house will then be called upon to decide whether the joint session was the regular one, and that its choice was a legal one. But it is not at all certain that the speaker will not be recognized as the regular one. bbox=[1187, 87, 1322, 746]
